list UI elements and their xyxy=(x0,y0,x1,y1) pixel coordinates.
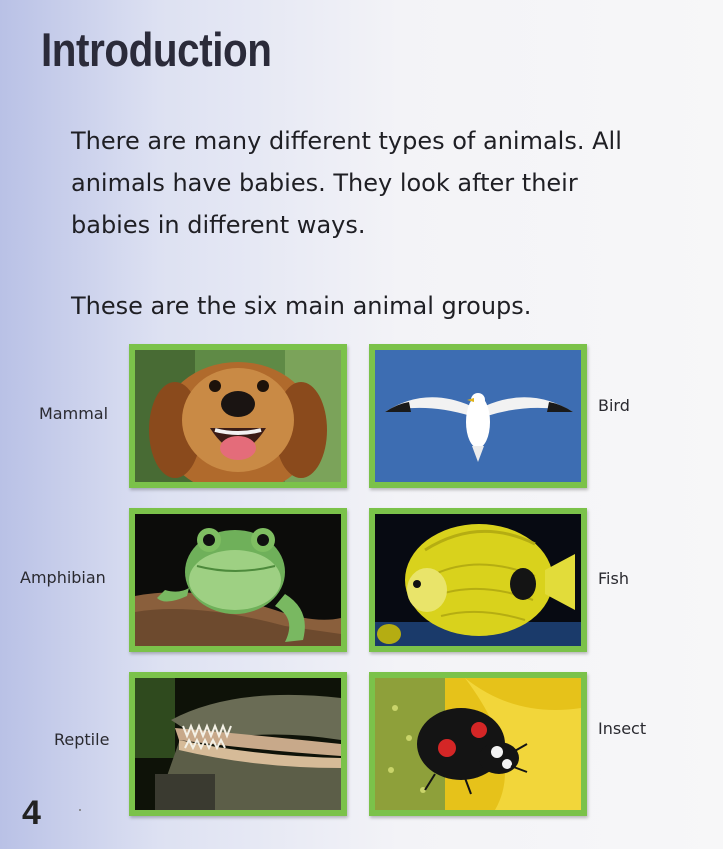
intro-paragraph: There are many different types of animals. All animals have babies. They look after their babies in different ways. xyxy=(71,127,622,239)
label-bird: Bird xyxy=(598,396,630,415)
label-insect: Insect xyxy=(598,719,647,738)
photo-mammal xyxy=(129,344,347,488)
groups-heading: These are the six main animal groups. xyxy=(71,292,532,320)
label-mammal: Mammal xyxy=(39,404,109,423)
label-amphibian: Amphibian xyxy=(20,568,106,587)
page-mark xyxy=(79,809,81,811)
photo-bird xyxy=(369,344,587,488)
photo-fish xyxy=(369,508,587,652)
photo-reptile xyxy=(129,672,347,816)
photo-amphibian xyxy=(129,508,347,652)
label-fish: Fish xyxy=(598,569,629,588)
page-title: Introduction xyxy=(41,23,272,76)
label-reptile: Reptile xyxy=(54,730,110,749)
photo-insect xyxy=(369,672,587,816)
page-number: 4 xyxy=(22,794,41,832)
